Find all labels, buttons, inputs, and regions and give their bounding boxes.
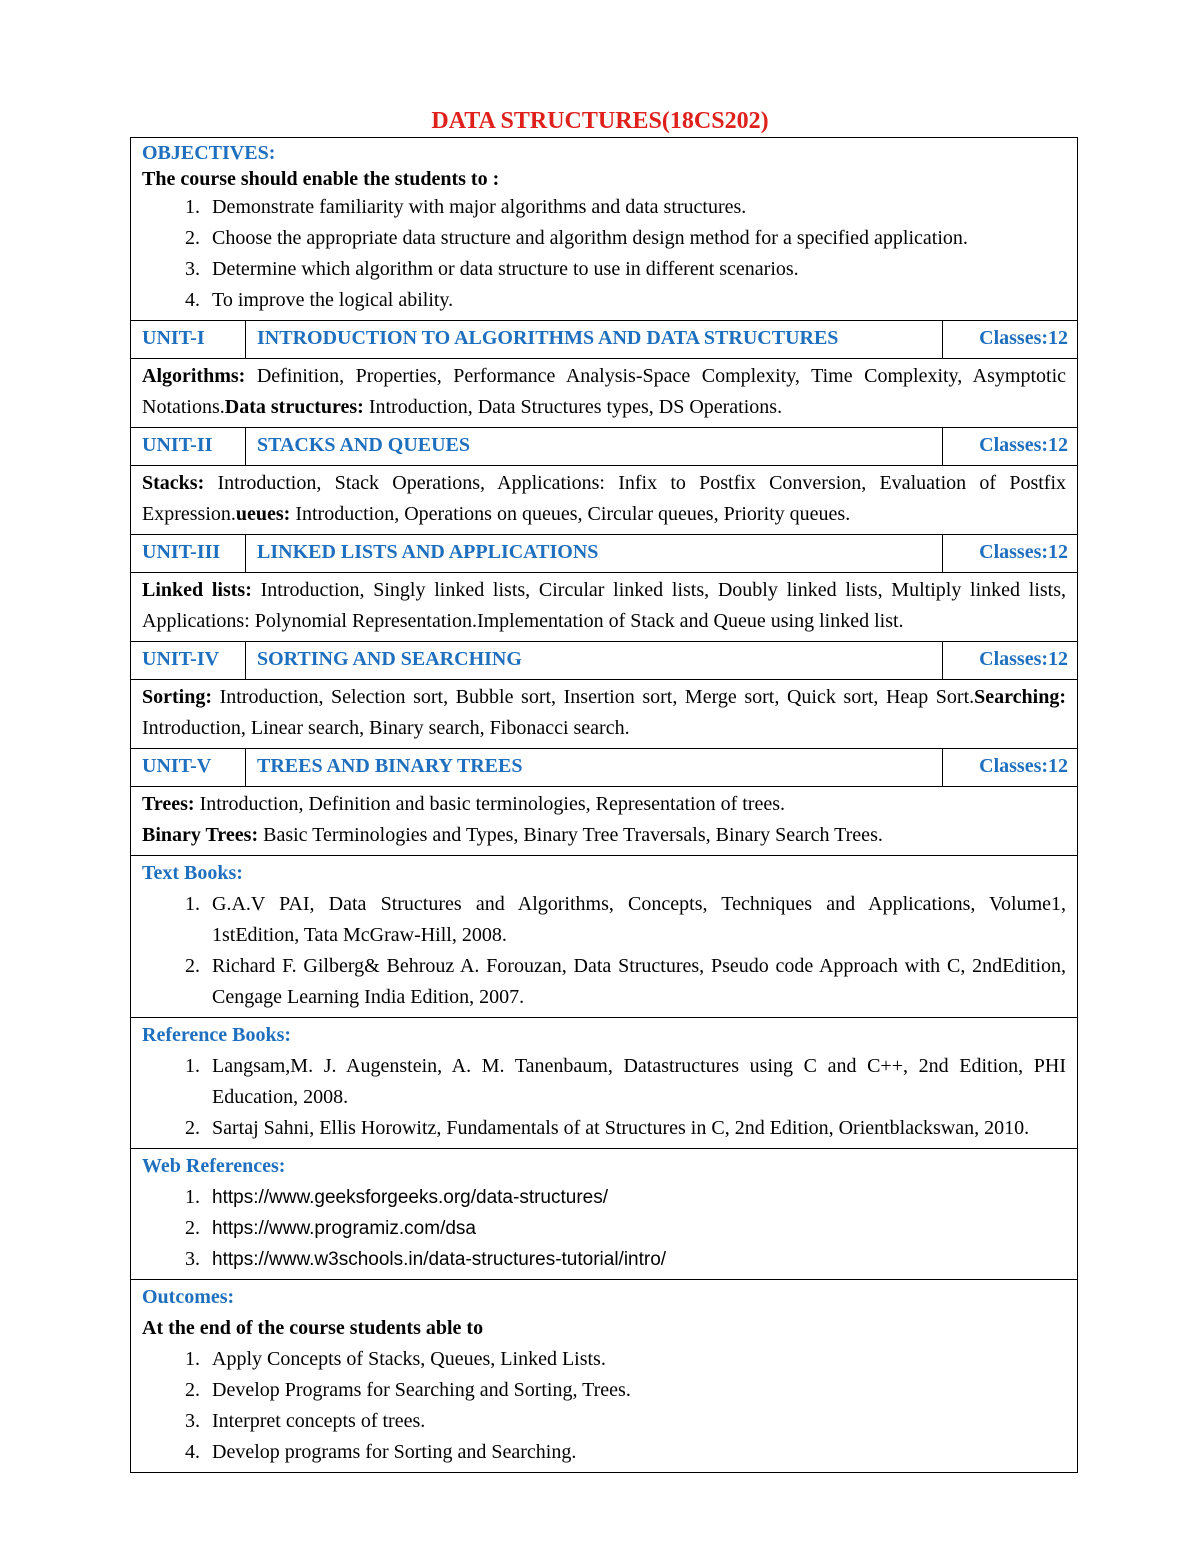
list-text: Develop programs for Sorting and Searching. [212, 1441, 577, 1463]
web-references-row [131, 1149, 1078, 1280]
reference-books-list [142, 1051, 1066, 1144]
list-text: To improve the logical ability. [212, 289, 454, 311]
list-number: 2. [185, 1217, 200, 1239]
list-number: 2. [185, 1379, 200, 1401]
unit-classes: Classes:12 [943, 321, 1078, 359]
unit-content [131, 680, 1078, 749]
topic-text: Introduction, Data Structures types, DS Operations. [363, 396, 783, 418]
topic-text: Introduction, Singly linked lists, Circular linked lists, Doubly linked lists, Multiply linked lists, Applications: Polynomial Representation.Implementation of Stack and Queue using linked list. [142, 579, 1067, 632]
syllabus-table [130, 137, 1078, 1473]
outcomes-list [142, 1344, 1066, 1468]
topic-text: Introduction, Selection sort, Bubble sort, Insertion sort, Merge sort, Quick sort, Heap Sort. [212, 686, 975, 708]
page-title: DATA STRUCTURES(18CS202) [431, 108, 769, 134]
outcomes-lead: At the end of the course students able to [142, 1317, 484, 1339]
list-text: Interpret concepts of trees. [212, 1410, 426, 1432]
list-item [142, 192, 1066, 223]
topic-text: Introduction, Linear search, Binary search, Fibonacci search. [142, 717, 630, 739]
list-text[interactable]: https://www.programiz.com/dsa [212, 1218, 476, 1239]
list-number: 1. [185, 196, 200, 218]
web-references-list [142, 1182, 1066, 1275]
topic-heading: Trees: [142, 793, 195, 815]
list-item [142, 1051, 1066, 1113]
list-text: Apply Concepts of Stacks, Queues, Linked Lists. [212, 1348, 606, 1370]
unit-content-row [131, 573, 1078, 642]
unit-header-row [131, 321, 1078, 359]
list-item [142, 285, 1066, 316]
list-number: 2. [185, 1117, 200, 1139]
topic-text: Introduction, Definition and basic terminologies, Representation of trees. [194, 793, 785, 815]
unit-number: UNIT-V [131, 749, 246, 787]
topic-text: Introduction, Stack Operations, Applications: Infix to Postfix Conversion, Evaluation of Postfix Expression. [142, 472, 1067, 525]
topic-text: Definition, Properties, Performance Analysis-Space Complexity, Time Complexity, Asymptotic Notations. [142, 365, 1067, 418]
list-number: 1. [185, 1055, 200, 1077]
list-number: 2. [185, 227, 200, 249]
unit-header-row [131, 642, 1078, 680]
unit-classes: Classes:12 [943, 535, 1078, 573]
unit-title: STACKS AND QUEUES [246, 428, 943, 466]
topic-heading: ueues: [235, 503, 291, 525]
web-references-label: Web References: [142, 1155, 286, 1177]
unit-header-row [131, 749, 1078, 787]
topic-heading: Searching: [974, 686, 1067, 708]
unit-content-row [131, 787, 1078, 856]
unit-content-row [131, 466, 1078, 535]
text-books-label: Text Books: [142, 862, 243, 884]
unit-title: TREES AND BINARY TREES [246, 749, 943, 787]
list-text[interactable]: https://www.geeksforgeeks.org/data-structures/ [212, 1187, 609, 1208]
list-item [142, 254, 1066, 285]
list-number: 3. [185, 1410, 200, 1432]
topic-heading: Algorithms: [142, 365, 246, 387]
reference-books-label: Reference Books: [142, 1024, 292, 1046]
unit-title: LINKED LISTS AND APPLICATIONS [246, 535, 943, 573]
unit-classes: Classes:12 [943, 749, 1078, 787]
list-item [142, 1244, 1066, 1275]
unit-number: UNIT-III [131, 535, 246, 573]
unit-header-row [131, 428, 1078, 466]
unit-content-row [131, 680, 1078, 749]
list-text: Demonstrate familiarity with major algorithms and data structures. [212, 196, 747, 218]
list-text: G.A.V PAI, Data Structures and Algorithms, Concepts, Techniques and Applications, Volume1, 1stEdition, Tata McGraw-Hill, 2008. [212, 893, 1067, 946]
list-item [142, 223, 1066, 254]
list-number: 1. [185, 1186, 200, 1208]
unit-number: UNIT-I [131, 321, 246, 359]
list-item [142, 1213, 1066, 1244]
list-number: 1. [185, 1348, 200, 1370]
unit-content-row [131, 359, 1078, 428]
unit-content [131, 573, 1078, 642]
unit-content [131, 787, 1078, 856]
list-item [142, 1113, 1066, 1144]
list-number: 4. [185, 1441, 200, 1463]
list-text: Choose the appropriate data structure and algorithm design method for a specified application. [212, 227, 968, 249]
list-item [142, 951, 1066, 1013]
unit-title: SORTING AND SEARCHING [246, 642, 943, 680]
objectives-label: OBJECTIVES: [142, 142, 276, 164]
list-item [142, 1437, 1066, 1468]
topic-heading: Linked lists: [142, 579, 252, 601]
unit-header-row [131, 535, 1078, 573]
topic-text: Introduction, Operations on queues, Circular queues, Priority queues. [290, 503, 851, 525]
objectives-row [131, 138, 1078, 321]
list-item [142, 1182, 1066, 1213]
objectives-list [142, 192, 1066, 316]
unit-number: UNIT-II [131, 428, 246, 466]
outcomes-label: Outcomes: [142, 1286, 235, 1308]
text-books-list [142, 889, 1066, 1013]
topic-heading: Data structures: [224, 396, 364, 418]
list-text: Determine which algorithm or data structure to use in different scenarios. [212, 258, 799, 280]
list-text: Richard F. Gilberg& Behrouz A. Forouzan, Data Structures, Pseudo code Approach with C, 2ndEdition, Cengage Learning India Edition, 2007. [212, 955, 1067, 1008]
unit-classes: Classes:12 [943, 642, 1078, 680]
list-number: 3. [185, 1248, 200, 1270]
list-item [142, 889, 1066, 951]
list-number: 1. [185, 893, 200, 915]
list-item [142, 1375, 1066, 1406]
outcomes-row [131, 1280, 1078, 1473]
topic-heading: Stacks: [142, 472, 205, 494]
topic-text: Basic Terminologies and Types, Binary Tree Traversals, Binary Search Trees. [258, 824, 883, 846]
unit-title: INTRODUCTION TO ALGORITHMS AND DATA STRUCTURES [246, 321, 943, 359]
list-item [142, 1344, 1066, 1375]
topic-heading: Sorting: [142, 686, 212, 708]
list-item [142, 1406, 1066, 1437]
unit-content [131, 359, 1078, 428]
unit-classes: Classes:12 [943, 428, 1078, 466]
topic-heading: Binary Trees: [142, 824, 259, 846]
list-text: Sartaj Sahni, Ellis Horowitz, Fundamentals of at Structures in C, 2nd Edition, Orientblackswan, 2010. [212, 1117, 1030, 1139]
list-text: Langsam,M. J. Augenstein, A. M. Tanenbaum, Datastructures using C and C++, 2nd Edition, PHI Education, 2008. [212, 1055, 1067, 1108]
list-text: Develop Programs for Searching and Sorting, Trees. [212, 1379, 631, 1401]
list-text[interactable]: https://www.w3schools.in/data-structures-tutorial/intro/ [212, 1249, 667, 1270]
list-number: 4. [185, 289, 200, 311]
list-number: 2. [185, 955, 200, 977]
list-number: 3. [185, 258, 200, 280]
objectives-lead: The course should enable the students to : [142, 168, 500, 190]
text-books-row [131, 856, 1078, 1018]
unit-number: UNIT-IV [131, 642, 246, 680]
reference-books-row [131, 1018, 1078, 1149]
unit-content [131, 466, 1078, 535]
